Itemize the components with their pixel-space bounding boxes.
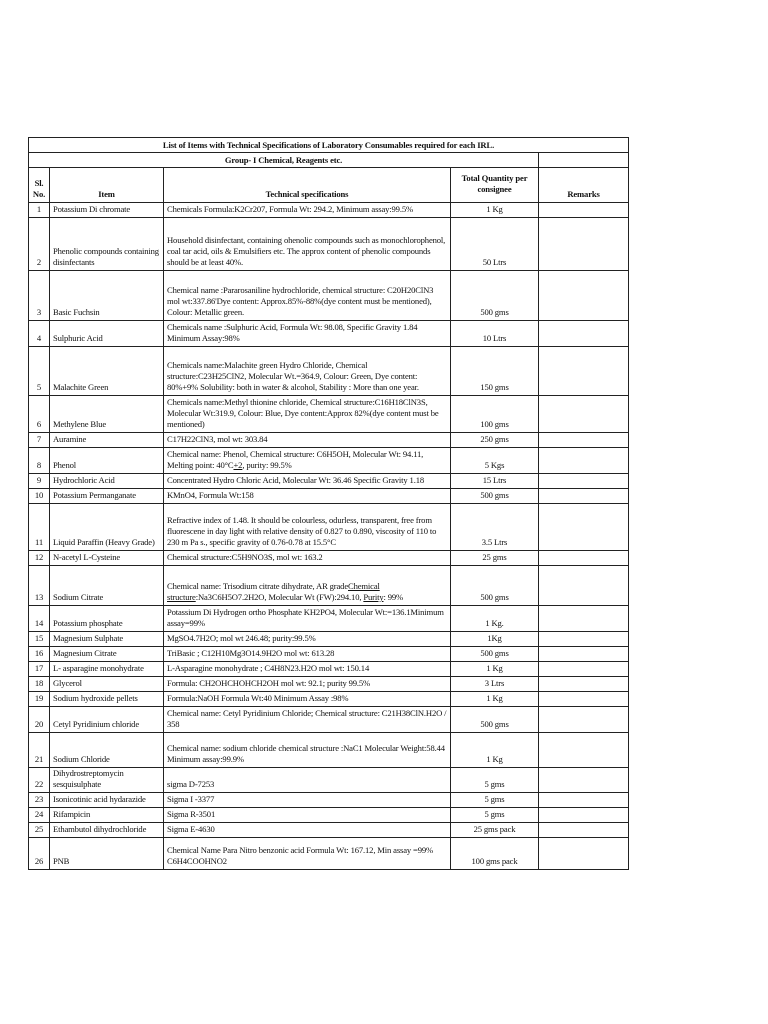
row-number: 12 [29, 551, 50, 566]
row-quantity: 3.5 Ltrs [451, 504, 539, 551]
row-item: Malachite Green [50, 347, 164, 396]
row-remarks [539, 347, 629, 396]
row-item: Methylene Blue [50, 396, 164, 433]
row-remarks [539, 489, 629, 504]
row-spec: Sigma I -3377 [164, 793, 451, 808]
row-quantity: 1 Kg [451, 733, 539, 768]
document-title: List of Items with Technical Specifications of Laboratory Consumables required for each IRL. [29, 138, 629, 153]
spec-part: Chemical structure [167, 581, 380, 602]
row-number: 5 [29, 347, 50, 396]
table-row [29, 838, 629, 870]
spec-part: : 99% [383, 592, 404, 602]
row-remarks [539, 692, 629, 707]
row-spec: Chemical name :Pararosaniline hydrochloride, chemical structure: C20H20ClN3 mol wt:337.86'Dye content: Approx.85%-88%(dye content must be mentioned), Colour: Metallic green. [164, 271, 451, 321]
row-spec: L-Asparagine monohydrate ; C4H8N23.H2O mol wt: 150.14 [164, 662, 451, 677]
row-spec [164, 448, 451, 474]
row-quantity: 5 gms [451, 768, 539, 793]
table-row [29, 271, 629, 321]
row-number: 9 [29, 474, 50, 489]
table-row [29, 662, 629, 677]
row-item: PNB [50, 838, 164, 870]
row-quantity: 500 gms [451, 271, 539, 321]
row-quantity: 3 Ltrs [451, 677, 539, 692]
table-row [29, 632, 629, 647]
row-remarks [539, 733, 629, 768]
table-row [29, 677, 629, 692]
row-spec [164, 566, 451, 606]
row-quantity: 1 Kg [451, 203, 539, 218]
row-spec: Sigma R-3501 [164, 808, 451, 823]
row-quantity: 25 gms [451, 551, 539, 566]
row-quantity: 5 gms [451, 808, 539, 823]
row-spec: KMnO4, Formula Wt:158 [164, 489, 451, 504]
row-spec: Household disinfectant, containing ohenolic compounds such as monochlorophenol, coal tar acid, oils & Emulsifiers etc. The approx content of phenolic compounds should be at least 40%. [164, 218, 451, 271]
table-row [29, 551, 629, 566]
row-spec: Chemical name: sodium chloride chemical structure :NaC1 Molecular Weight:58.44 Minimum assay:99.9% [164, 733, 451, 768]
row-spec: Chemicals Formula:K2Cr207, Formula Wt: 294.2, Minimum assay:99.5% [164, 203, 451, 218]
row-remarks [539, 632, 629, 647]
row-quantity: 500 gms [451, 566, 539, 606]
row-quantity: 1Kg [451, 632, 539, 647]
table-row [29, 474, 629, 489]
header-sl-no: Sl. No. [29, 168, 50, 203]
row-number: 26 [29, 838, 50, 870]
header-item: Item [50, 168, 164, 203]
row-remarks [539, 606, 629, 632]
table-row [29, 433, 629, 448]
row-number: 24 [29, 808, 50, 823]
row-item: Phenol [50, 448, 164, 474]
header-remarks: Remarks [539, 168, 629, 203]
table-row [29, 647, 629, 662]
row-spec: sigma D-7253 [164, 768, 451, 793]
row-number: 20 [29, 707, 50, 733]
table-row [29, 692, 629, 707]
row-item: Dihydrostreptomycin sesquisulphate [50, 768, 164, 793]
row-quantity: 100 gms pack [451, 838, 539, 870]
table-row [29, 793, 629, 808]
row-number: 10 [29, 489, 50, 504]
row-quantity: 5 Kgs [451, 448, 539, 474]
table-row [29, 489, 629, 504]
row-remarks [539, 448, 629, 474]
row-number: 13 [29, 566, 50, 606]
table-row [29, 347, 629, 396]
spec-part: Purity [363, 592, 384, 602]
row-quantity: 50 Ltrs [451, 218, 539, 271]
row-remarks [539, 707, 629, 733]
row-number: 14 [29, 606, 50, 632]
row-remarks [539, 662, 629, 677]
spec-part: Chemical name: Trisodium citrate dihydrate, AR grade [167, 581, 348, 591]
row-spec: MgSO4.7H2O; mol wt 246.48; purity:99.5% [164, 632, 451, 647]
table-row [29, 218, 629, 271]
specifications-table [28, 137, 629, 870]
row-item: Cetyl Pyridinium chloride [50, 707, 164, 733]
row-number: 6 [29, 396, 50, 433]
row-remarks [539, 793, 629, 808]
row-quantity: 500 gms [451, 489, 539, 504]
row-item: Potassium phosphate [50, 606, 164, 632]
row-number: 2 [29, 218, 50, 271]
row-spec: Chemicals name:Methyl thionine chloride, Chemical structure:C16H18ClN3S, Molecular Wt:319.9, Colour: Blue, Dye content:Approx 82%(dye content must be mentioned) [164, 396, 451, 433]
row-number: 15 [29, 632, 50, 647]
spec-part: Chemical name: Phenol, Chemical structure: C6H5OH, Molecular Wt: 94.11, Melting point: 40°C [167, 449, 424, 470]
row-quantity: 15 Ltrs [451, 474, 539, 489]
row-quantity: 25 gms pack [451, 823, 539, 838]
row-item: Hydrochloric Acid [50, 474, 164, 489]
row-item: Ethambutol dihydrochloride [50, 823, 164, 838]
row-spec: C17H22ClN3, mol wt: 303.84 [164, 433, 451, 448]
row-item: Rifampicin [50, 808, 164, 823]
row-spec: Potassium Di Hydrogen ortho Phosphate KH2PO4, Molecular Wt:=136.1Minimum assay=99% [164, 606, 451, 632]
row-remarks [539, 838, 629, 870]
row-spec: TriBasic ; C12H10Mg3O14.9H2O mol wt: 613.28 [164, 647, 451, 662]
row-item: Glycerol [50, 677, 164, 692]
row-remarks [539, 768, 629, 793]
table-row [29, 321, 629, 347]
row-item: L- asparagine monohydrate [50, 662, 164, 677]
row-item: Potassium Permanganate [50, 489, 164, 504]
row-remarks [539, 271, 629, 321]
row-number: 25 [29, 823, 50, 838]
row-remarks [539, 677, 629, 692]
header-spec: Technical specifications [164, 168, 451, 203]
row-remarks [539, 566, 629, 606]
header-row [29, 168, 629, 203]
group-label: Group- I Chemical, Reagents etc. [29, 153, 539, 168]
row-number: 1 [29, 203, 50, 218]
row-number: 7 [29, 433, 50, 448]
row-item: Magnesium Citrate [50, 647, 164, 662]
row-number: 11 [29, 504, 50, 551]
row-spec: Chemicals name:Malachite green Hydro Chloride, Chemical structure:C23H25ClN2, Molecular Wt.=364.9, Colour: Green, Dye content: 80%+9% Solubility: both in water & alcohol, Stability : More than one year. [164, 347, 451, 396]
row-item: Sodium Chloride [50, 733, 164, 768]
group-row [29, 153, 629, 168]
table-row [29, 203, 629, 218]
row-number: 17 [29, 662, 50, 677]
row-spec: Sigma E-4630 [164, 823, 451, 838]
table-row [29, 566, 629, 606]
row-remarks [539, 396, 629, 433]
row-item: Sodium hydroxide pellets [50, 692, 164, 707]
row-quantity: 500 gms [451, 647, 539, 662]
table-row [29, 768, 629, 793]
row-number: 19 [29, 692, 50, 707]
row-remarks [539, 218, 629, 271]
row-quantity: 100 gms [451, 396, 539, 433]
row-quantity: 1 Kg. [451, 606, 539, 632]
title-row [29, 138, 629, 153]
row-spec: Formula: CH2OHCHOHCH2OH mol wt: 92.1; purity 99.5% [164, 677, 451, 692]
header-qty: Total Quantity per consignee [451, 168, 539, 203]
row-spec: Formula:NaOH Formula Wt:40 Minimum Assay :98% [164, 692, 451, 707]
group-remarks-cell [539, 153, 629, 168]
table-row [29, 808, 629, 823]
row-item: Sulphuric Acid [50, 321, 164, 347]
row-item: N-acetyl L-Cysteine [50, 551, 164, 566]
row-item: Liquid Paraffin (Heavy Grade) [50, 504, 164, 551]
row-remarks [539, 203, 629, 218]
row-spec: Chemical Name Para Nitro benzonic acid Formula Wt: 167.12, Min assay =99% C6H4COOHNO2 [164, 838, 451, 870]
table-row [29, 396, 629, 433]
table-row [29, 733, 629, 768]
row-item: Basic Fuchsin [50, 271, 164, 321]
row-number: 21 [29, 733, 50, 768]
row-remarks [539, 433, 629, 448]
row-item: Auramine [50, 433, 164, 448]
row-spec: Concentrated Hydro Chloric Acid, Molecular Wt: 36.46 Specific Gravity 1.18 [164, 474, 451, 489]
row-quantity: 10 Ltrs [451, 321, 539, 347]
table-row [29, 606, 629, 632]
row-item: Magnesium Sulphate [50, 632, 164, 647]
row-spec: Refractive index of 1.48. It should be colourless, odurless, transparent, free from fluorescene in day light with relative density of 0.827 to 0.890, viscosity of 110 to 230 m Pa s., specific gravity of 0.76-0.78 at 15.5°C [164, 504, 451, 551]
row-quantity: 5 gms [451, 793, 539, 808]
row-remarks [539, 551, 629, 566]
row-spec: Chemical structure:C5H9NO3S, mol wt: 163.2 [164, 551, 451, 566]
row-quantity: 250 gms [451, 433, 539, 448]
spec-part: :Na3C6H5O7.2H2O, Molecular Wt (FW):294.10, [195, 592, 364, 602]
row-item: Sodium Citrate [50, 566, 164, 606]
row-quantity: 150 gms [451, 347, 539, 396]
row-number: 4 [29, 321, 50, 347]
row-remarks [539, 474, 629, 489]
row-item: Phenolic compounds containing disinfectants [50, 218, 164, 271]
row-remarks [539, 321, 629, 347]
row-remarks [539, 504, 629, 551]
spec-part: +2 [233, 460, 243, 470]
row-quantity: 1 Kg [451, 692, 539, 707]
table-row [29, 823, 629, 838]
row-remarks [539, 823, 629, 838]
row-number: 8 [29, 448, 50, 474]
row-quantity: 500 gms [451, 707, 539, 733]
row-number: 3 [29, 271, 50, 321]
row-item: Potassium Di chromate [50, 203, 164, 218]
row-spec: Chemical name: Cetyl Pyridinium Chloride; Chemical structure: C21H38ClN.H2O / 358 [164, 707, 451, 733]
row-number: 23 [29, 793, 50, 808]
row-remarks [539, 647, 629, 662]
row-item: Isonicotinic acid hydarazide [50, 793, 164, 808]
row-number: 16 [29, 647, 50, 662]
spec-part: , purity: 99.5% [242, 460, 292, 470]
row-spec: Chemicals name :Sulphuric Acid, Formula Wt: 98.08, Specific Gravity 1.84 Minimum Assay:98% [164, 321, 451, 347]
row-number: 18 [29, 677, 50, 692]
row-remarks [539, 808, 629, 823]
table-row [29, 707, 629, 733]
row-number: 22 [29, 768, 50, 793]
row-quantity: 1 Kg [451, 662, 539, 677]
table-row [29, 448, 629, 474]
table-row [29, 504, 629, 551]
